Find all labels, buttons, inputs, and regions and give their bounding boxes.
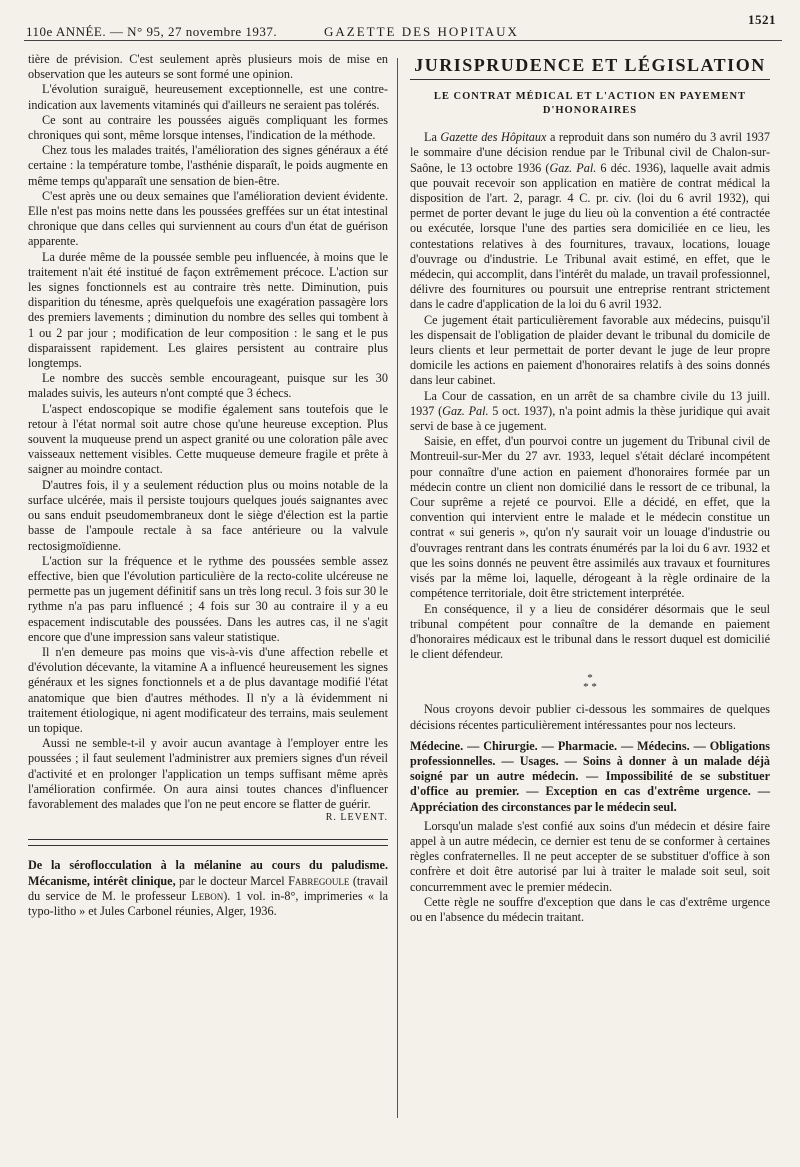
paragraph: La durée même de la poussée semble peu influencée, à moins que le traitement n'ait été institué de façon extrêmement précoce. L'action sur les signes fonctionnels est au contraire très nette. Diminution, puis disparition du ténesme, après quelquefois une exagération passagère lors des premiers lavements ; diminution du nombre des selles qui tombent à 1 ou 2 par jour ; modification de leur composition : le sang et le pus disparaissent rapidement. Les glaires persistent au contraire plus longtemps.: [28, 249, 388, 371]
text-run: a reproduit dans son numéro du 3 avril 1937 le sommaire d'une décision rendue par le Tribunal civil de Chalon-sur-Saône, le 13 octobre 1936 (: [410, 130, 770, 175]
author-signature: R. LEVENT.: [325, 812, 388, 824]
paragraph: Ce jugement était particulièrement favorable aux médecins, puisqu'il les dispensait de l'obligation de plaider devant le tribunal du domicile de leurs clients et leur permettait de porter devant le juge de leur propre domicile les actions en paiement d'honoraires relatifs à des soins donnés dans leur cabinet.: [410, 312, 770, 388]
page-header: [24, 10, 782, 41]
text-run: La: [424, 130, 437, 145]
section-title: JURISPRUDENCE ET LÉGISLATION: [414, 55, 766, 75]
section-separator: [28, 839, 388, 846]
review-author: Fabregoule: [288, 873, 350, 888]
paragraph: L'évolution suraiguë, heureusement exceptionnelle, est une contre-indication aux lavements vitaminés qui d'ailleurs ne seraient pas tolérés.: [28, 82, 388, 112]
text-run: 5 oct. 1937), n'a point admis la thèse juridique qui avait servi de base à ce jugement.: [410, 403, 771, 434]
column-divider: [397, 58, 398, 1118]
review-body-end: ). 1 vol. in-8°, imprimeries « la typo-litho » et Jules Carbonel réunies, Alger, 1936.: [28, 888, 389, 918]
paragraph: tière de prévision. C'est seulement après plusieurs mois de mise en observation que les auteurs se sont formé une opinion.: [28, 52, 388, 82]
paragraph: Ce sont au contraire les poussées aiguës compliquant les formes chroniques qui sont, même lorsque intenses, l'indication de la méthode.: [28, 112, 388, 143]
case-summary-heading: Médecine. — Chirurgie. — Pharmacie. — Médecins. — Obligations professionnelles. — Usages. — Soins à donner à un malade déjà soigné par un autre médecin. — Impossibilité de se substituer d'office au premier. — Exception en cas d'extrême urgence. — Appréciation des circonstances par le médecin seul.: [410, 738, 770, 814]
page-number: 1521: [748, 12, 776, 27]
journal-name: Gazette des Hôpitaux: [440, 130, 547, 145]
paragraph: L'action sur la fréquence et le rythme des poussées semble assez effective, bien que l'évolution particulière de la recto-colite ulcéreuse ne permette pas un jugement définitif sans un très long recul. 3 fois sur 30 le rythme n'a pas paru influencé ; 4 fois sur 30 au contraire il y a eu espacement indiscutable des poussées. Dans les autres cas, il ne s'agit encore que d'une impression sans valeur statistique.: [28, 553, 388, 644]
paragraph: D'autres fois, il y a seulement réduction plus ou moins notable de la surface ulcérée, mais il persiste toujours quelques joués saignantes avec ou sans enduit pseudomembraneux dont le siège d'élection est la partie basse de l'ampoule rectale à sa face antérieure ou la valvule rectosigmoïdienne.: [28, 477, 388, 553]
text-run: La Cour de cassation, en un arrêt de sa chambre civile du 13 juill. 1937 (: [410, 388, 770, 418]
title-rule: [410, 79, 770, 80]
asterism: * * *: [583, 672, 597, 694]
paragraph: [410, 130, 770, 312]
article-title: LE CONTRAT MÉDICAL ET L'ACTION EN PAYEMENT D'HONORAIRES: [433, 91, 747, 117]
review-author-intro: par le docteur Marcel: [179, 873, 285, 888]
citation: Gaz. Pal.: [549, 160, 597, 175]
issue-info: 110e ANNÉE. — N° 95, 27 novembre 1937.: [26, 24, 278, 39]
paragraph: Saisie, en effet, d'un pourvoi contre un jugement du Tribunal civil de Montreuil-sur-Mer du 27 avr. 1933, lequel s'était déclaré incompétent pour connaître d'une action en paiement d'honoraires formée par un médecin contre un client non domicilié dans le ressort de ce tribunal, la Cour suprême a rejeté ce pourvoi. Elle a décidé, en effet, que la convention qui intervient entre le malade et le médecin constitue un contrat « sui generis », qu'on n'y saurait voir un louage d'industrie ou d'ouvrages rentrant dans les contrats énumérés par la loi du 6 avr. 1932 et que les soins donnés ne peuvent être assimilés aux travaux et fournitures visés par la même loi, laquelle, dérogeant à la règle ordinaire de la compétence territoriale, doit être strictement interprétée.: [410, 434, 770, 601]
review-title: De la séroflocculation à la mélanine au cours du paludisme. Mécanisme, intérêt clinique,: [28, 858, 388, 888]
paragraph: Cette règle ne souffre d'exception que dans le cas d'extrême urgence ou en l'absence du médecin traitant.: [410, 894, 770, 924]
paragraph: L'aspect endoscopique se modifie également sans toutefois que le retour à l'état normal soit autre chose qu'une heureuse exception. Plus souvent la muqueuse prend un aspect granité ou une coloration pâle avec vaisseaux nettement visibles. Cette muqueuse demeure fragile et prête à saigner au moindre contact.: [28, 401, 388, 477]
paragraph: [410, 389, 770, 435]
book-review: [28, 858, 388, 919]
citation: Gaz. Pal.: [442, 403, 489, 418]
left-column: [28, 52, 388, 919]
paragraph: Chez tous les malades traités, l'amélioration des signes généraux a été certaine : la température tombe, l'asthénie disparaît, le poids augmente en même temps qu'apparaît une sensation de bien-être.: [28, 143, 388, 188]
paragraph: Lorsqu'un malade s'est confié aux soins d'un médecin et désire faire appel à un autre médecin, ce dernier est tenu de se conformer à certaines règles confraternelles. Il ne peut accepter de se substituer d'office à son confrère et doit être autorisé par lui à traiter le malade soit seul, soit concurremment avec le premier médecin.: [410, 818, 770, 894]
review-professor: Lebon: [191, 888, 224, 903]
publication-title: GAZETTE DES HOPITAUX: [324, 24, 519, 39]
review-body: (travail du service de M. le professeur: [28, 873, 389, 903]
paragraph: Il n'en demeure pas moins que vis-à-vis d'une affection rebelle et d'évolution décevante, la vitamine A a influencé heureusement les signes généraux et les signes fonctionnels et a de plus davantage modifié l'état anatomique que bien d'autres méthodes. Il n'y a là évidemment ni traitement étiologique, ni agent modificateur des terrains, mais seulement un topique.: [28, 644, 388, 735]
right-column: [410, 52, 770, 925]
paragraph: Aussi ne semble-t-il y avoir aucun avantage à l'employer entre les poussées ; il faut seulement l'administrer aux premiers signes d'un réveil d'activité et en prolonger l'application un temps suffisant même après l'amélioration confirmée. On aura ainsi toutes chances d'influencer favorablement des malades que l'on ne peut encore se flatter de guérir.: [28, 736, 388, 811]
paragraph: C'est après une ou deux semaines que l'amélioration devient évidente. Elle n'est pas moins nette dans les poussées greffées sur un état intestinal chronique que dans celles qui surviennent au cours d'un état de guérison apparente.: [28, 188, 388, 249]
text-run: 6 déc. 1936), laquelle avait admis que pouvait recevoir son application en matière de contrat médical la disposition de l'art. 2, paragr. 4 C. pr. civ. (loi du 6 avril 1932), qui permet de porter devant le juge du lieu où la convention a été contractée ou exécutée, lorsque l'une des parties sera domiciliée en ce lieu, les contestations relatives à des fournitures, travaux, locations, louage d'ouvrage ou d'industrie. Le Tribunal avait estimé, en effet, que le médecin, qui accomplit, dans l'intérêt du malade, un travail professionnel, délivre des fournitures ou poursuit une entreprise rentrant strictement dans le cadre d'application de la loi du 6 avril 1932.: [410, 160, 771, 312]
paragraph: Le nombre des succès semble encourageant, puisque sur les 30 malades suivis, les auteurs n'ont compté que 3 échecs.: [28, 371, 388, 401]
paragraph: En conséquence, il y a lieu de considérer désormais que le seul tribunal compétent pour connaître de la demande en paiement d'honoraires médicaux est le tribunal dans le ressort duquel est domicilié le client défendeur.: [410, 601, 770, 662]
paragraph: Nous croyons devoir publier ci-dessous les sommaires de quelques décisions récentes particulièrement intéressantes pour nos lecteurs.: [410, 702, 770, 732]
